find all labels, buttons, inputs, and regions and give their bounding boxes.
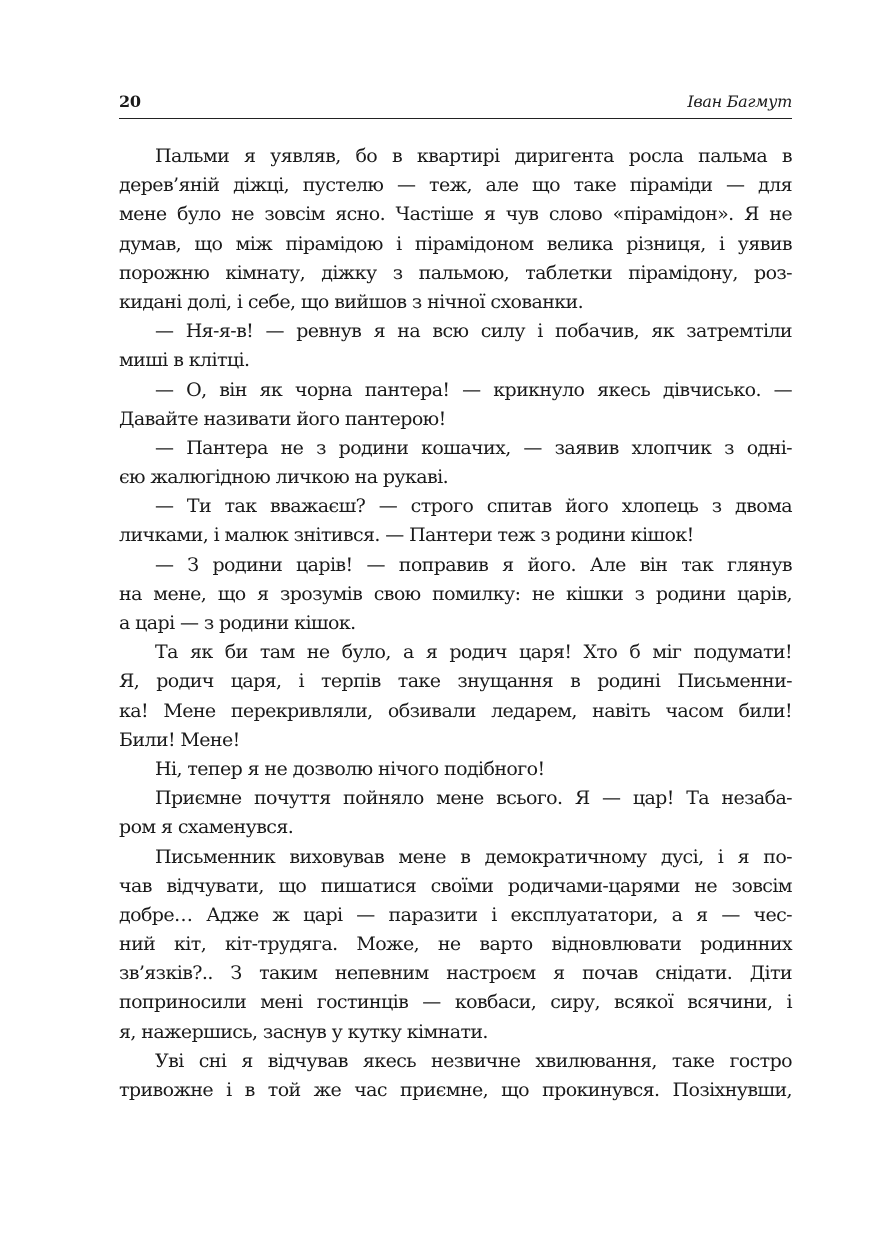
text-line: кидані долі, і себе, що вийшов з нічної схованки.	[119, 290, 584, 313]
text-line: — О, він як чорна пантера! — крикнуло якесь дівчисько. —	[155, 378, 792, 401]
text-line: Давайте називати його пантерою!	[119, 407, 446, 430]
body-text	[119, 142, 792, 1105]
text-line: — Пантера не з родини кошачих, — заявив хлопчик з одні-	[155, 436, 792, 459]
text-line: на мене, що я зрозумів свою помилку: не кішки з родини царів,	[119, 582, 792, 605]
text-line: — З родини царів! — поправив я його. Але він так глянув	[155, 553, 792, 576]
text-line: мене було не зовсім ясно. Частіше я чув слово «пірамідон». Я не	[119, 203, 792, 226]
text-line: порожню кімнату, діжку з пальмою, таблетки пірамідону, роз-	[119, 261, 792, 284]
running-header	[119, 88, 792, 119]
text-line: Пальми я уявляв, бо в квартирі диригента росла пальма в	[155, 145, 792, 167]
text-line: ний кіт, кіт-трудяга. Може, не варто відновлювати родинних	[119, 933, 792, 956]
text-line: поприносили мені гостинців — ковбаси, сиру, всякої всячини, і	[119, 991, 792, 1014]
text-line: дерев’яній діжці, пустелю — теж, але що таке піраміди — для	[119, 174, 792, 197]
text-line: Уві сні я відчував якесь незвичне хвилювання, таке гостро	[155, 1049, 792, 1072]
text-line: Ні, тепер я не дозволю нічого подібного!	[155, 757, 545, 780]
text-line: Письменник виховував мене в демократичному дусі, і я по-	[155, 845, 792, 868]
text-line: Приємне почуття пойняло мене всього. Я — цар! Та незаба-	[155, 787, 792, 810]
text-line: думав, що між пірамідою і пірамідоном велика різниця, і уявив	[119, 232, 792, 255]
page-number: 20	[119, 92, 141, 111]
text-line: тривожне і в той же час приємне, що прокинувся. Позіхнувши,	[119, 1079, 792, 1101]
text-line: ка! Мене перекривляли, обзивали ледарем, навіть часом били!	[119, 699, 792, 722]
text-line: єю жалюгідною личкою на рукаві.	[119, 466, 449, 489]
text-line: зв’язків?.. З таким непевним настроєм я почав снідати. Діти	[119, 962, 792, 985]
text-line: ром я схаменувся.	[119, 816, 294, 839]
text-line: миші в клітці.	[119, 349, 250, 372]
text-line: Та як би там не було, а я родич царя! Хто б міг подумати!	[155, 641, 792, 664]
text-line: чав відчувати, що пишатися своїми родичами-царями не зовсім	[119, 874, 792, 897]
author-name: Іван Багмут	[687, 92, 792, 111]
text-line: Били! Мене!	[119, 728, 240, 751]
text-line: — Ня-я-в! — ревнув я на всю силу і побачив, як затремтіли	[155, 320, 792, 343]
text-line: Я, родич царя, і терпів таке знущання в родині Письменни-	[119, 670, 792, 693]
text-line: добре… Адже ж царі — паразити і експлуататори, а я — чес-	[119, 903, 792, 926]
text-line: личками, і малюк знітився. — Пантери теж з родини кішок!	[119, 524, 694, 547]
text-line: я, нажершись, заснув у кутку кімнати.	[119, 1020, 488, 1043]
text-line: а царі — з родини кішок.	[119, 612, 356, 634]
text-line: — Ти так вважаєш? — строго спитав його хлопець з двома	[155, 495, 792, 518]
